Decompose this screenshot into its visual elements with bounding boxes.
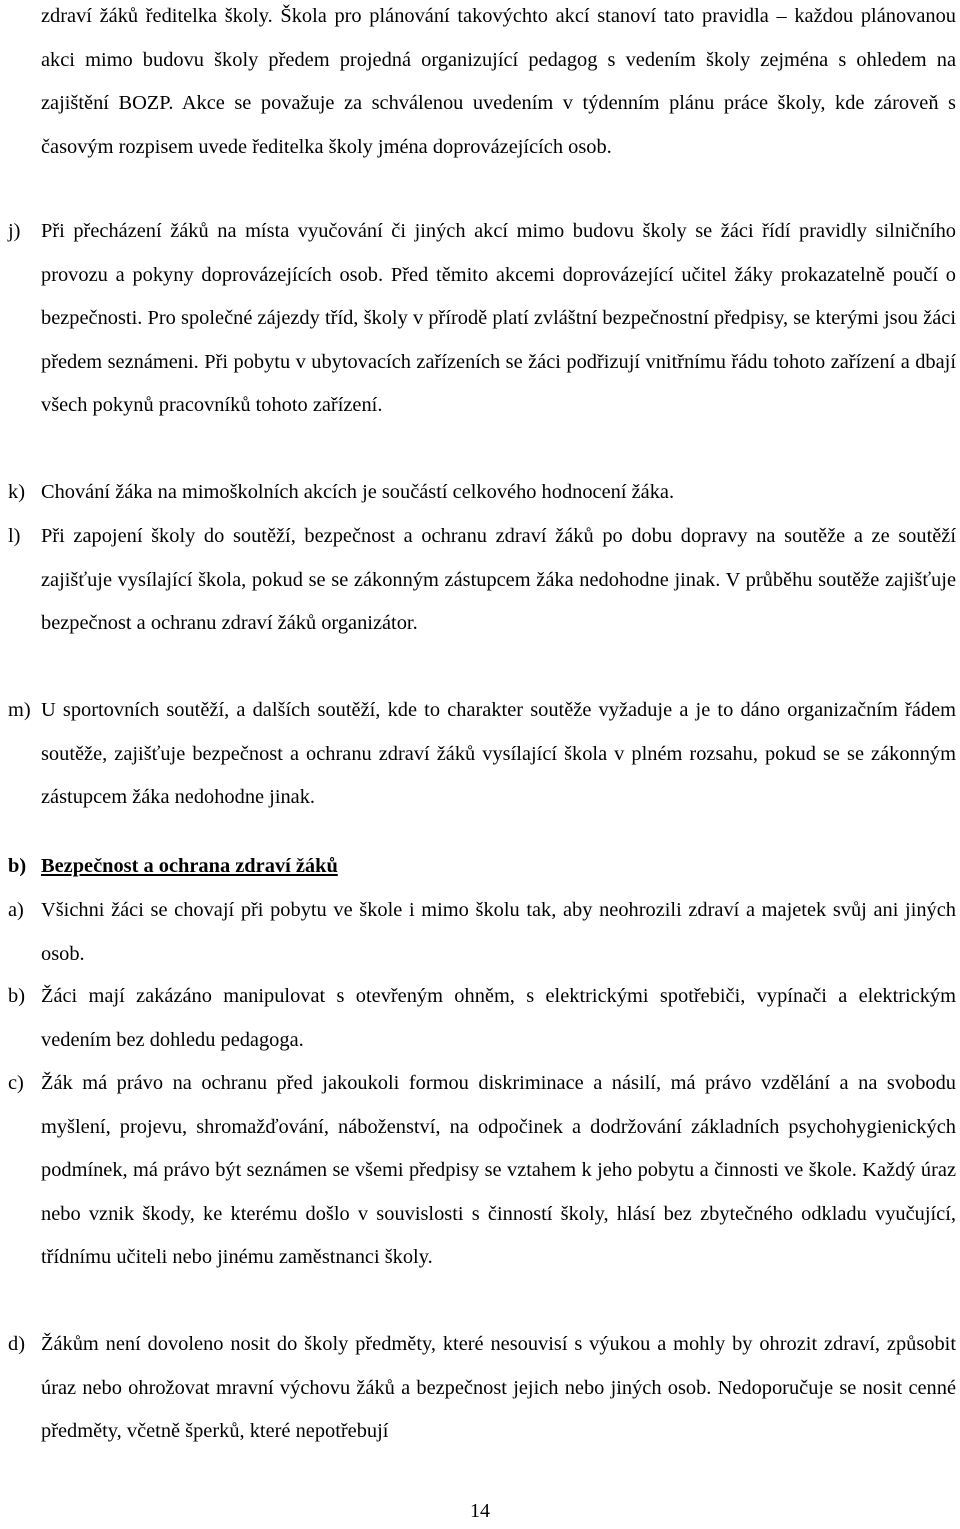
list-item-k [8, 471, 956, 515]
continuation-paragraph: zdraví žáků ředitelka školy. Škola pro plánování takovýchto akcí stanoví tato pravidla – každou plánovanou akci mimo budovu školy předem projedná organizující pedagog s vedením školy zejména s ohledem na zajištění BOZP. Akce se považuje za schválenou uvedením v týdenním plánu práce školy, kde zároveň s časovým rozpisem uvede ředitelka školy jména doprovázejících osob. [41, 5, 956, 158]
list-item-a [8, 889, 956, 976]
list-item-d [8, 1323, 956, 1454]
section-heading-b [8, 845, 956, 889]
list-item-m [8, 689, 956, 820]
section-marker: b) [8, 855, 27, 877]
page-number: 14 [470, 1500, 490, 1522]
item-text: Všichni žáci se chovají při pobytu ve škole i mimo školu tak, aby neohrozili zdraví a majetek svůj ani jiných osob. [41, 899, 956, 965]
list-item-c [8, 1062, 956, 1280]
item-text: Žák má právo na ochranu před jakoukoli formou diskriminace a násilí, má právo vzdělání a na svobodu myšlení, projevu, shromažďování, náboženství, na odpočinek a dodržování základních psychohygienických podmínek, má právo být seznámen se všemi předpisy se vztahem k jeho pobytu a činnosti ve škole. Každý úraz nebo vznik škody, ke kterému došlo v souvislosti s činností školy, hlásí bez zbytečného odkladu vyučující, třídnímu učiteli nebo jinému zaměstnanci školy. [41, 1072, 956, 1269]
item-marker: b) [8, 985, 25, 1007]
item-marker: m) [8, 699, 31, 721]
list-item-j [8, 210, 956, 428]
item-text: Při zapojení školy do soutěží, bezpečnost a ochranu zdraví žáků po dobu dopravy na soutěže a ze soutěží zajišťuje vysílající škola, pokud se se zákonným zástupcem žáka nedohodne jinak. V průběhu soutěže zajišťuje bezpečnost a ochranu zdraví žáků organizátor. [41, 525, 956, 635]
item-text: Žákům není dovoleno nosit do školy předměty, které nesouvisí s výukou a mohly by ohrozit zdraví, způsobit úraz nebo ohrožovat mravní výchovu žáků a bezpečnost jejich nebo jiných osob. Nedoporučuje se nosit cenné předměty, včetně šperků, které nepotřebují [41, 1333, 956, 1443]
item-text: U sportovních soutěží, a dalších soutěží, kde to charakter soutěže vyžaduje a je to dáno organizačním řádem soutěže, zajišťuje bezpečnost a ochranu zdraví žáků vysílající škola v plném rozsahu, pokud se se zákonným zástupcem žáka nedohodne jinak. [41, 699, 956, 809]
item-text: Žáci mají zakázáno manipulovat s otevřeným ohněm, s elektrickými spotřebiči, vypínači a elektrickým vedením bez dohledu pedagoga. [41, 985, 956, 1051]
item-marker: c) [8, 1072, 24, 1094]
item-marker: k) [8, 481, 25, 503]
section-title: Bezpečnost a ochrana zdraví žáků [41, 855, 338, 877]
list-item-l [8, 515, 956, 646]
item-marker: d) [8, 1333, 25, 1355]
item-marker: a) [8, 899, 24, 921]
item-text: Při přecházení žáků na místa vyučování či jiných akcí mimo budovu školy se žáci řídí pravidly silničního provozu a pokyny doprovázejících osob. Před těmito akcemi doprovázející učitel žáky prokazatelně poučí o bezpečnosti. Pro společné zájezdy tříd, školy v přírodě platí zvláštní bezpečnostní předpisy, se kterými jsou žáci předem seznámeni. Při pobytu v ubytovacích zařízeních se žáci podřizují vnitřnímu řádu tohoto zařízení a dbají všech pokynů pracovníků tohoto zařízení. [41, 220, 956, 417]
item-marker: j) [8, 220, 21, 242]
list-item-b [8, 975, 956, 1062]
item-marker: l) [8, 525, 21, 547]
item-text: Chování žáka na mimoškolních akcích je součástí celkového hodnocení žáka. [41, 481, 675, 503]
